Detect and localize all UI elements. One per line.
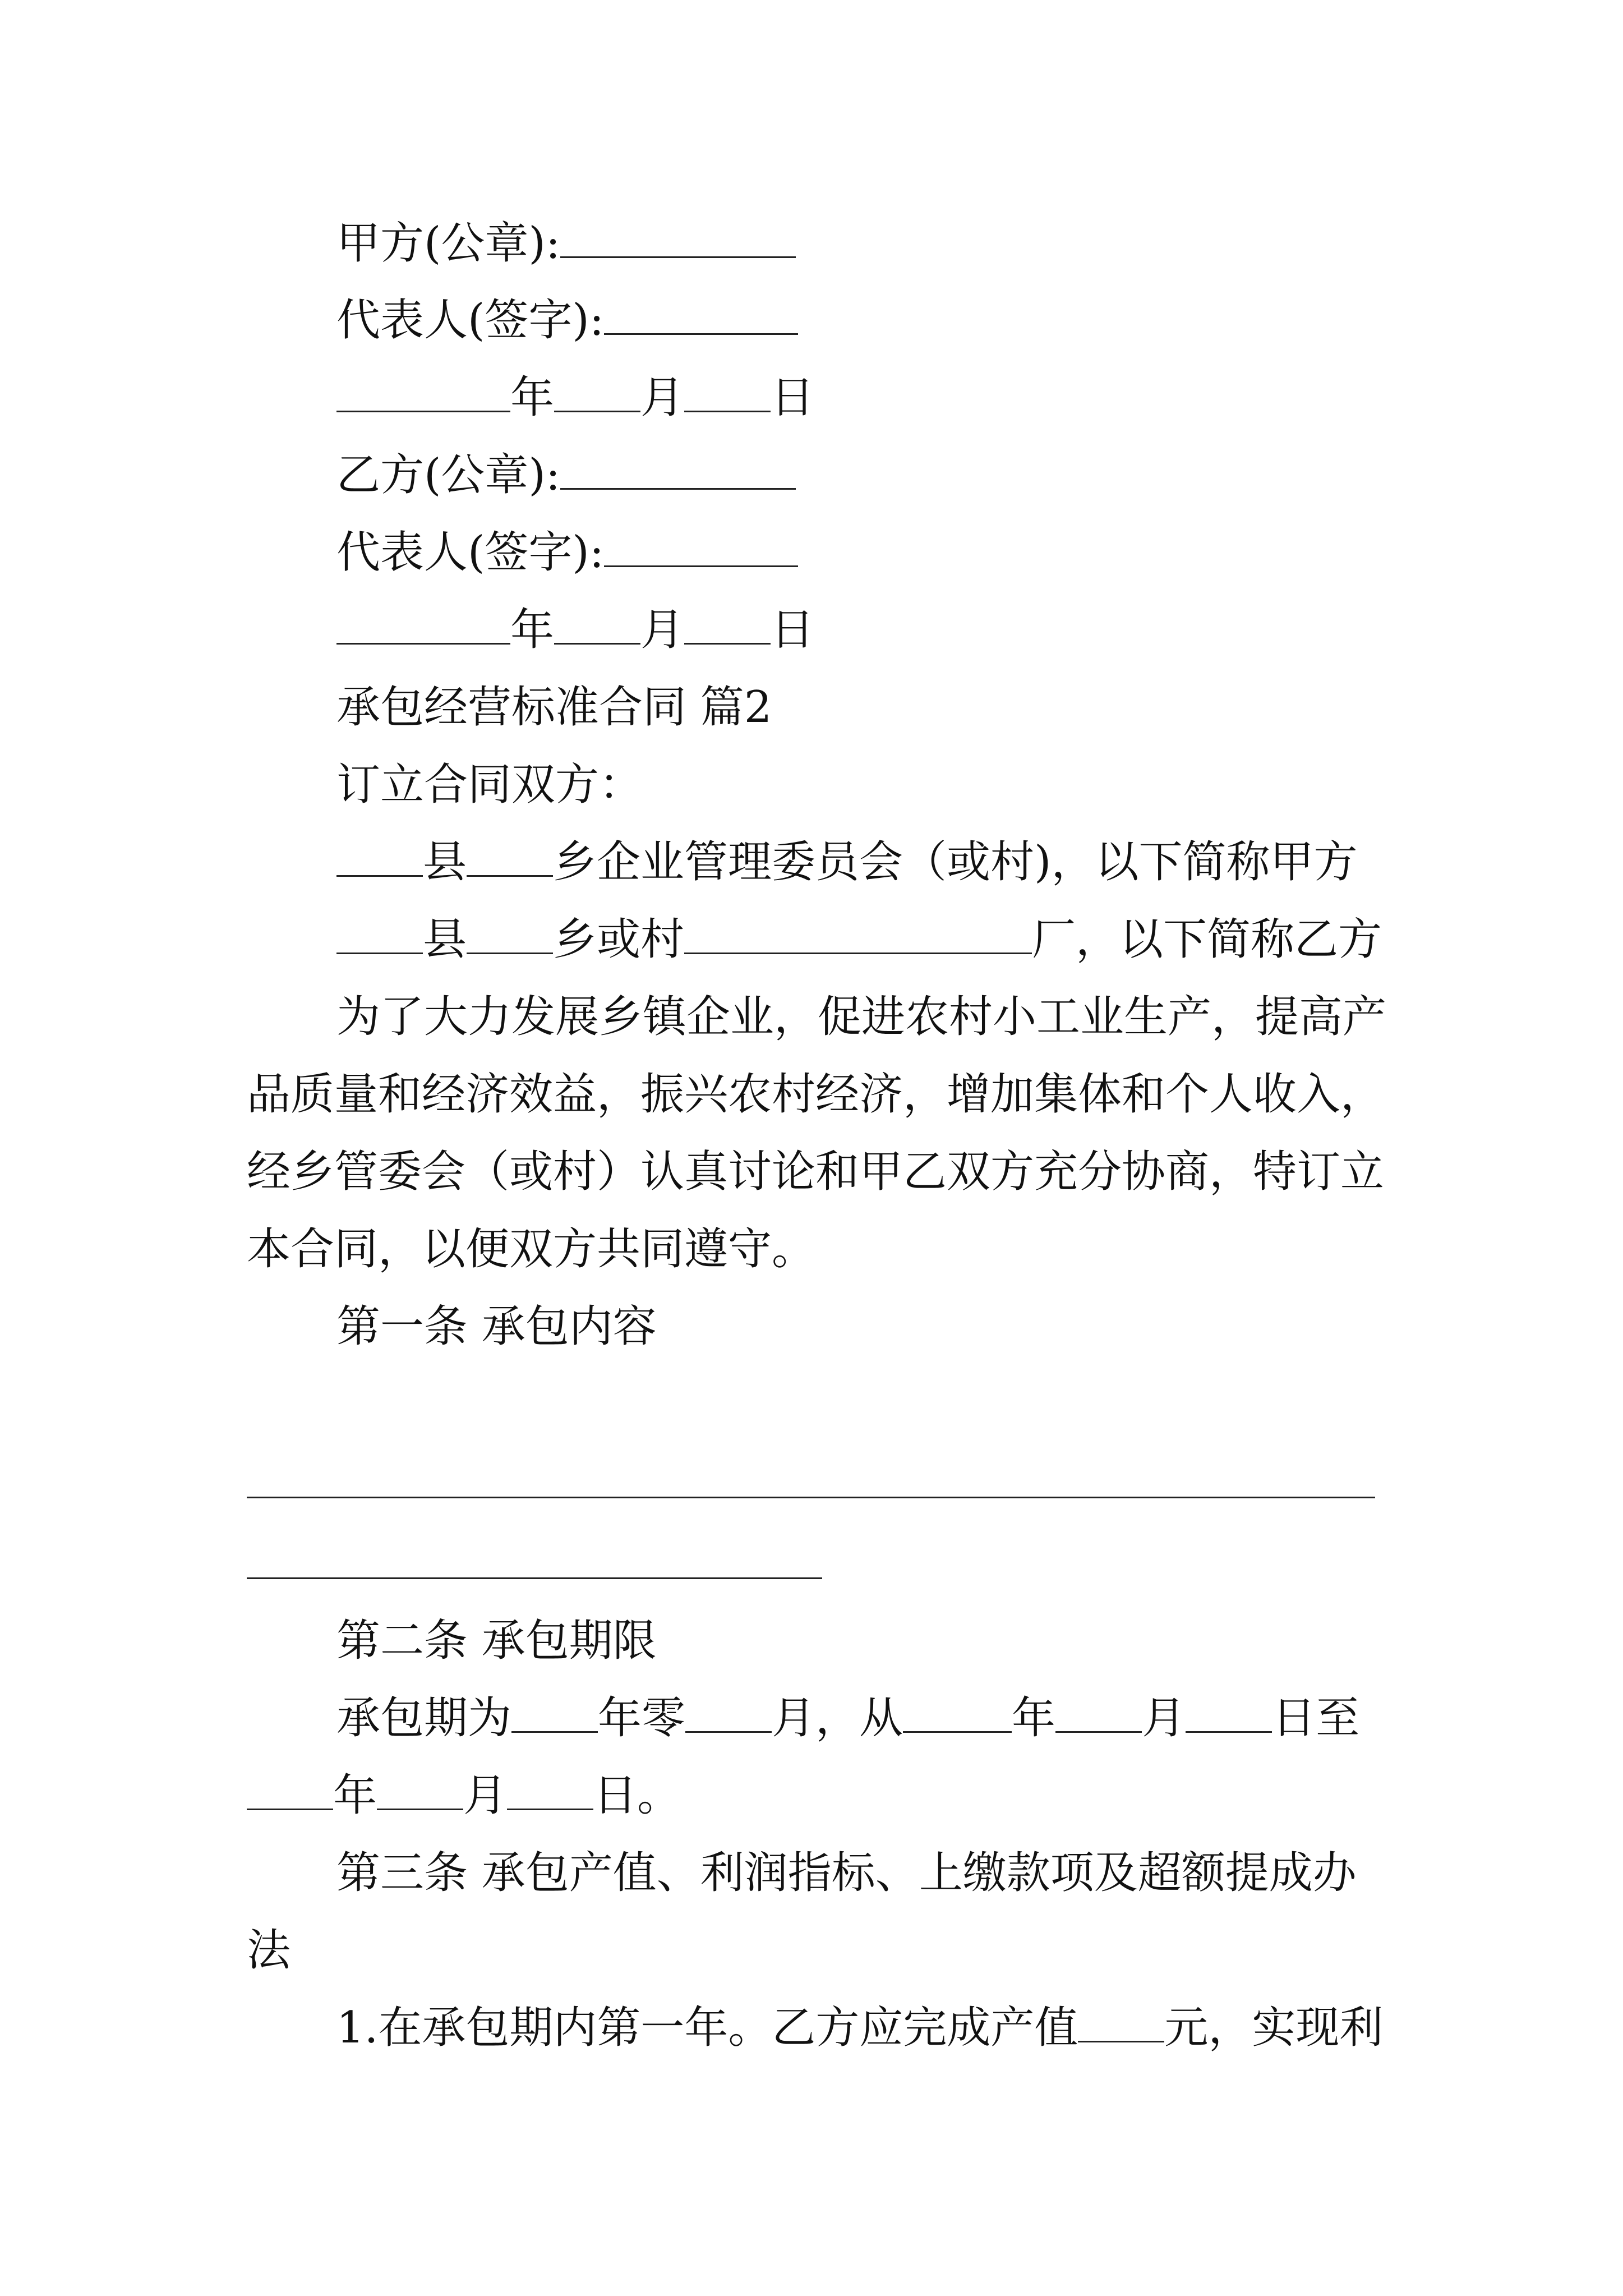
- preamble-line: 经乡管委会（或村）认真讨论和甲乙双方充分协商，特订立: [247, 1147, 1385, 1197]
- party-b-date-line: [336, 605, 815, 655]
- party-a-rep-label: 代表人(签字):: [336, 295, 605, 346]
- term-text: 承包期为: [336, 1693, 512, 1743]
- article-1-title: 第一条 承包内容: [336, 1301, 657, 1352]
- party-a-text: 乡企业管理委员会（或村)，以下简称甲方: [553, 837, 1358, 887]
- years-blank: [511, 1696, 598, 1733]
- contract-heading: 承包经营标准合同 篇2: [336, 682, 772, 733]
- party-a-date-line: [336, 372, 815, 423]
- term-text: 年: [333, 1770, 377, 1821]
- end-day-blank: [507, 1774, 593, 1810]
- party-b-rep-blank: [604, 531, 798, 567]
- factory-blank: [684, 918, 1032, 954]
- year-label: 年: [510, 372, 555, 423]
- month-label: 月: [640, 372, 685, 423]
- day-blank: [684, 608, 771, 645]
- party-a-line: [336, 837, 1358, 887]
- party-b-seal-blank: [560, 453, 796, 490]
- preamble-line: 品质量和经济效益，振兴农村经济，增加集体和个人收入，: [247, 1069, 1385, 1120]
- item-text: 1.在承包期内第一年。乙方应完成产值: [336, 2003, 1078, 2053]
- term-line-1: [336, 1693, 1360, 1743]
- end-year-blank: [247, 1774, 333, 1810]
- party-a-seal-label: 甲方(公章):: [336, 218, 561, 269]
- county-label: 县: [423, 837, 467, 887]
- content-blank-line: [247, 1497, 1375, 1498]
- preamble-line: 本合同，以便双方共同遵守。: [247, 1224, 816, 1274]
- day-label: 日: [771, 372, 815, 423]
- article-2-title: 第二条 承包期限: [336, 1616, 657, 1666]
- month-blank: [554, 376, 640, 412]
- party-b-seal-line: [336, 450, 796, 500]
- party-a-rep-blank: [604, 298, 798, 335]
- day-label: 日: [771, 605, 815, 655]
- party-b-rep-line: [336, 527, 798, 578]
- year-label: 年: [510, 605, 555, 655]
- article-3-item-1: [336, 2003, 1384, 2053]
- county-blank: [336, 840, 423, 877]
- content-blank-line: [247, 1577, 822, 1579]
- output-value-blank: [1078, 2006, 1164, 2042]
- term-text: 月: [463, 1770, 508, 1821]
- county-blank: [336, 918, 423, 954]
- month-blank: [554, 608, 640, 645]
- term-text: 日。: [593, 1770, 681, 1821]
- article-3-title: 第三条 承包产值、利润指标、上缴款项及超额提成办: [336, 1848, 1357, 1898]
- preamble-line: 为了大力发展乡镇企业，促进农村小工业生产，提高产: [336, 992, 1387, 1042]
- township-blank: [467, 918, 553, 954]
- township-blank: [467, 840, 553, 877]
- term-text: 月: [1142, 1693, 1186, 1743]
- year-blank: [336, 376, 510, 412]
- start-day-blank: [1186, 1696, 1272, 1733]
- term-line-2: [247, 1770, 681, 1821]
- item-text: 元，实现利: [1164, 2003, 1384, 2053]
- day-blank: [684, 376, 771, 412]
- end-month-blank: [377, 1774, 463, 1810]
- start-month-blank: [1055, 1696, 1142, 1733]
- party-b-line: [336, 914, 1382, 965]
- term-text: 月，从: [772, 1693, 903, 1743]
- start-year-blank: [903, 1696, 1012, 1733]
- months-blank: [685, 1696, 772, 1733]
- year-blank: [336, 608, 510, 645]
- term-text: 年: [1012, 1693, 1056, 1743]
- party-b-text: 厂，以下简称乙方: [1032, 914, 1382, 965]
- term-text: 日至: [1272, 1693, 1360, 1743]
- party-a-rep-line: [336, 295, 798, 346]
- term-text: 年零: [598, 1693, 686, 1743]
- parties-intro: 订立合同双方：: [336, 760, 643, 810]
- party-b-seal-label: 乙方(公章):: [336, 450, 561, 500]
- township-label: 乡或村: [553, 914, 685, 965]
- party-b-rep-label: 代表人(签字):: [336, 527, 605, 578]
- party-a-seal-line: [336, 218, 796, 269]
- month-label: 月: [640, 605, 685, 655]
- article-3-title-cont: 法: [247, 1925, 291, 1976]
- county-label: 县: [423, 914, 467, 965]
- party-a-seal-blank: [560, 222, 796, 258]
